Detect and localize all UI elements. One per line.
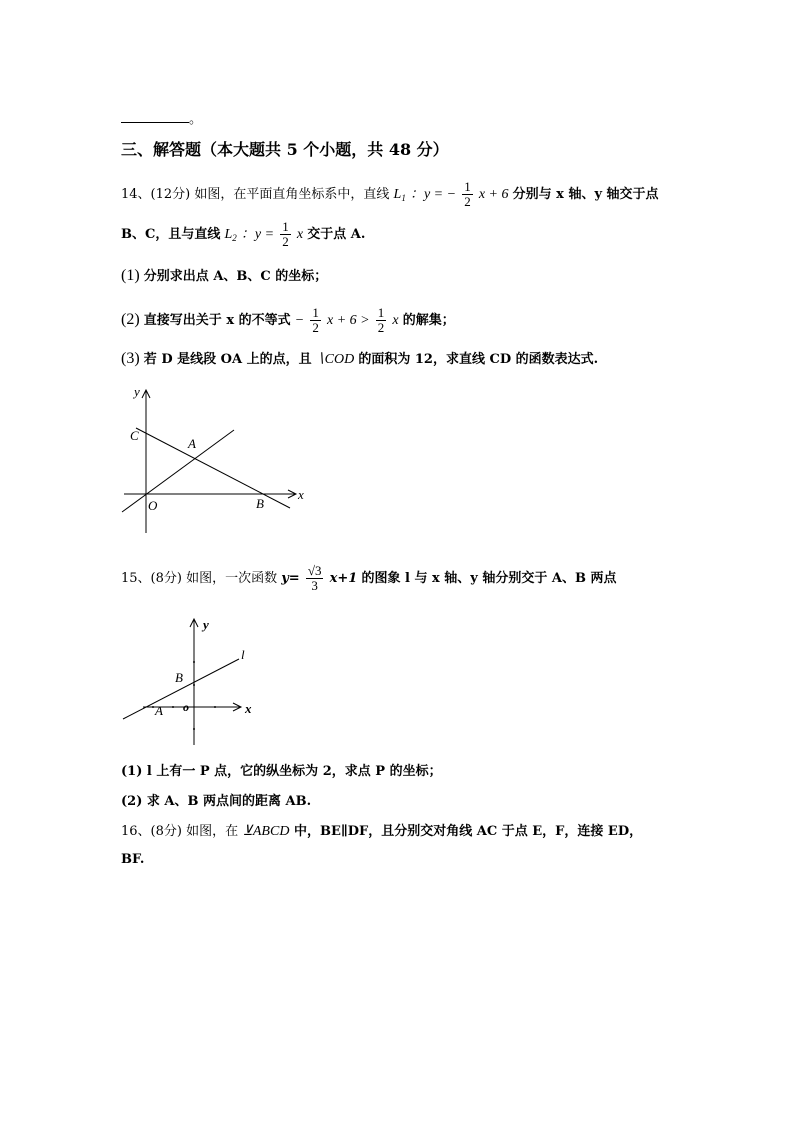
q14-part2-tail: 的解集；	[402, 313, 455, 328]
q14-line2-start: B、C，且与直线	[121, 227, 221, 242]
answer-blank-line	[121, 108, 202, 127]
q15-label-y: y	[203, 617, 209, 632]
q14-line-l1	[136, 428, 290, 508]
q14-figure	[110, 378, 310, 538]
q14-part2-text: 直接写出关于 x 的不等式	[143, 313, 291, 328]
q14-line1-eq-start: ：y = −	[409, 187, 457, 202]
q15-figure	[115, 615, 275, 750]
q15-part1: (1) l 上有一 P 点，它的纵坐标为 2，求点 P 的坐标；	[121, 764, 442, 779]
q14-label-c: C	[130, 428, 139, 443]
q14-after-eq: 分别与 x 轴、y 轴交于点	[512, 187, 659, 202]
q14-line-l2	[122, 430, 234, 512]
q14-line2-eq-end: x	[296, 227, 304, 242]
q15-label-a: A	[155, 703, 163, 718]
q16-line2: BF.	[121, 852, 145, 867]
q14-line2-tail: 交于点 A.	[307, 227, 366, 242]
q14-part3	[121, 348, 598, 368]
blank-underline	[121, 112, 189, 123]
q16-line1-end: 中，BE∥DF，且分别交对角线 AC 于点 E，F，连接 ED，	[293, 824, 643, 839]
q15-eq-y: y=	[281, 571, 300, 586]
q15-label-b: B	[175, 670, 183, 685]
q14-line2-name: $L_2$	[224, 227, 237, 243]
q16-prefix: 16、(8分) 如图，在	[121, 824, 239, 839]
q14-label-a: A	[188, 436, 196, 451]
q15-eq-end: x+1	[329, 571, 358, 586]
end-mark: 。	[189, 112, 203, 127]
q15-part2: (2) 求 A、B 两点间的距离 AB.	[121, 794, 312, 809]
q14-triangle: ∖COD	[315, 352, 355, 367]
q14-line1-name: $L_1$	[393, 187, 406, 203]
q14-part1-text: 分别求出点 A、B、C 的坐标；	[143, 269, 328, 284]
q14-line2-eq-start: ：y =	[240, 227, 275, 242]
q15-label-l: l	[241, 647, 245, 662]
q15-line-l	[123, 659, 239, 719]
q15-label-o: o	[183, 700, 189, 714]
q14-ineq-b: x + 6 >	[326, 313, 370, 328]
q16-parallelogram: ⊻ABCD	[242, 824, 290, 839]
q14-part2-num: (2)	[121, 311, 140, 328]
q14-line1	[121, 180, 659, 209]
q14-part2	[121, 306, 455, 335]
q14-label-b: B	[256, 496, 264, 511]
q14-label-x: x	[298, 487, 304, 502]
q14-part3-tail: 的面积为 12，求直线 CD 的函数表达式.	[358, 352, 599, 367]
q14-ineq-frac-1: $\frac{1}{2}$	[312, 305, 319, 335]
q14-part3-text: 若 D 是线段 OA 上的点，且	[143, 352, 312, 367]
q14-fraction-2: $\frac{1}{2}$	[282, 219, 289, 249]
q15-label-x: x	[245, 701, 252, 716]
section-title: 三、解答题（本大题共 5 个小题，共 48 分）	[121, 140, 449, 159]
q15-line1	[121, 564, 616, 593]
q14-part3-num: (3)	[121, 350, 140, 367]
q14-fraction: $\frac{1}{2}$	[464, 179, 471, 209]
q14-part1-num: (1)	[121, 267, 140, 284]
q14-part1	[121, 265, 327, 285]
q14-prefix: 14、(12分) 如图，在平面直角坐标系中，直线	[121, 187, 390, 202]
q14-line1-eq-end: x + 6	[478, 187, 509, 202]
q14-label-o: O	[148, 498, 158, 513]
q14-ineq-frac-2: $\frac{1}{2}$	[377, 305, 385, 335]
q14-label-y: y	[134, 384, 140, 399]
q14-ineq-c: x	[392, 313, 399, 328]
q15-tick-dots	[152, 661, 216, 730]
q14-line2	[121, 220, 365, 249]
q15-prefix: 15、(8分) 如图，一次函数	[121, 571, 278, 586]
q15-fraction: $\frac{√3}{3}$	[307, 563, 322, 593]
q16-line1	[121, 820, 642, 840]
q14-ineq-a: −	[294, 313, 305, 328]
q15-tail: 的图象 l 与 x 轴、y 轴分别交于 A、B 两点	[361, 571, 617, 586]
